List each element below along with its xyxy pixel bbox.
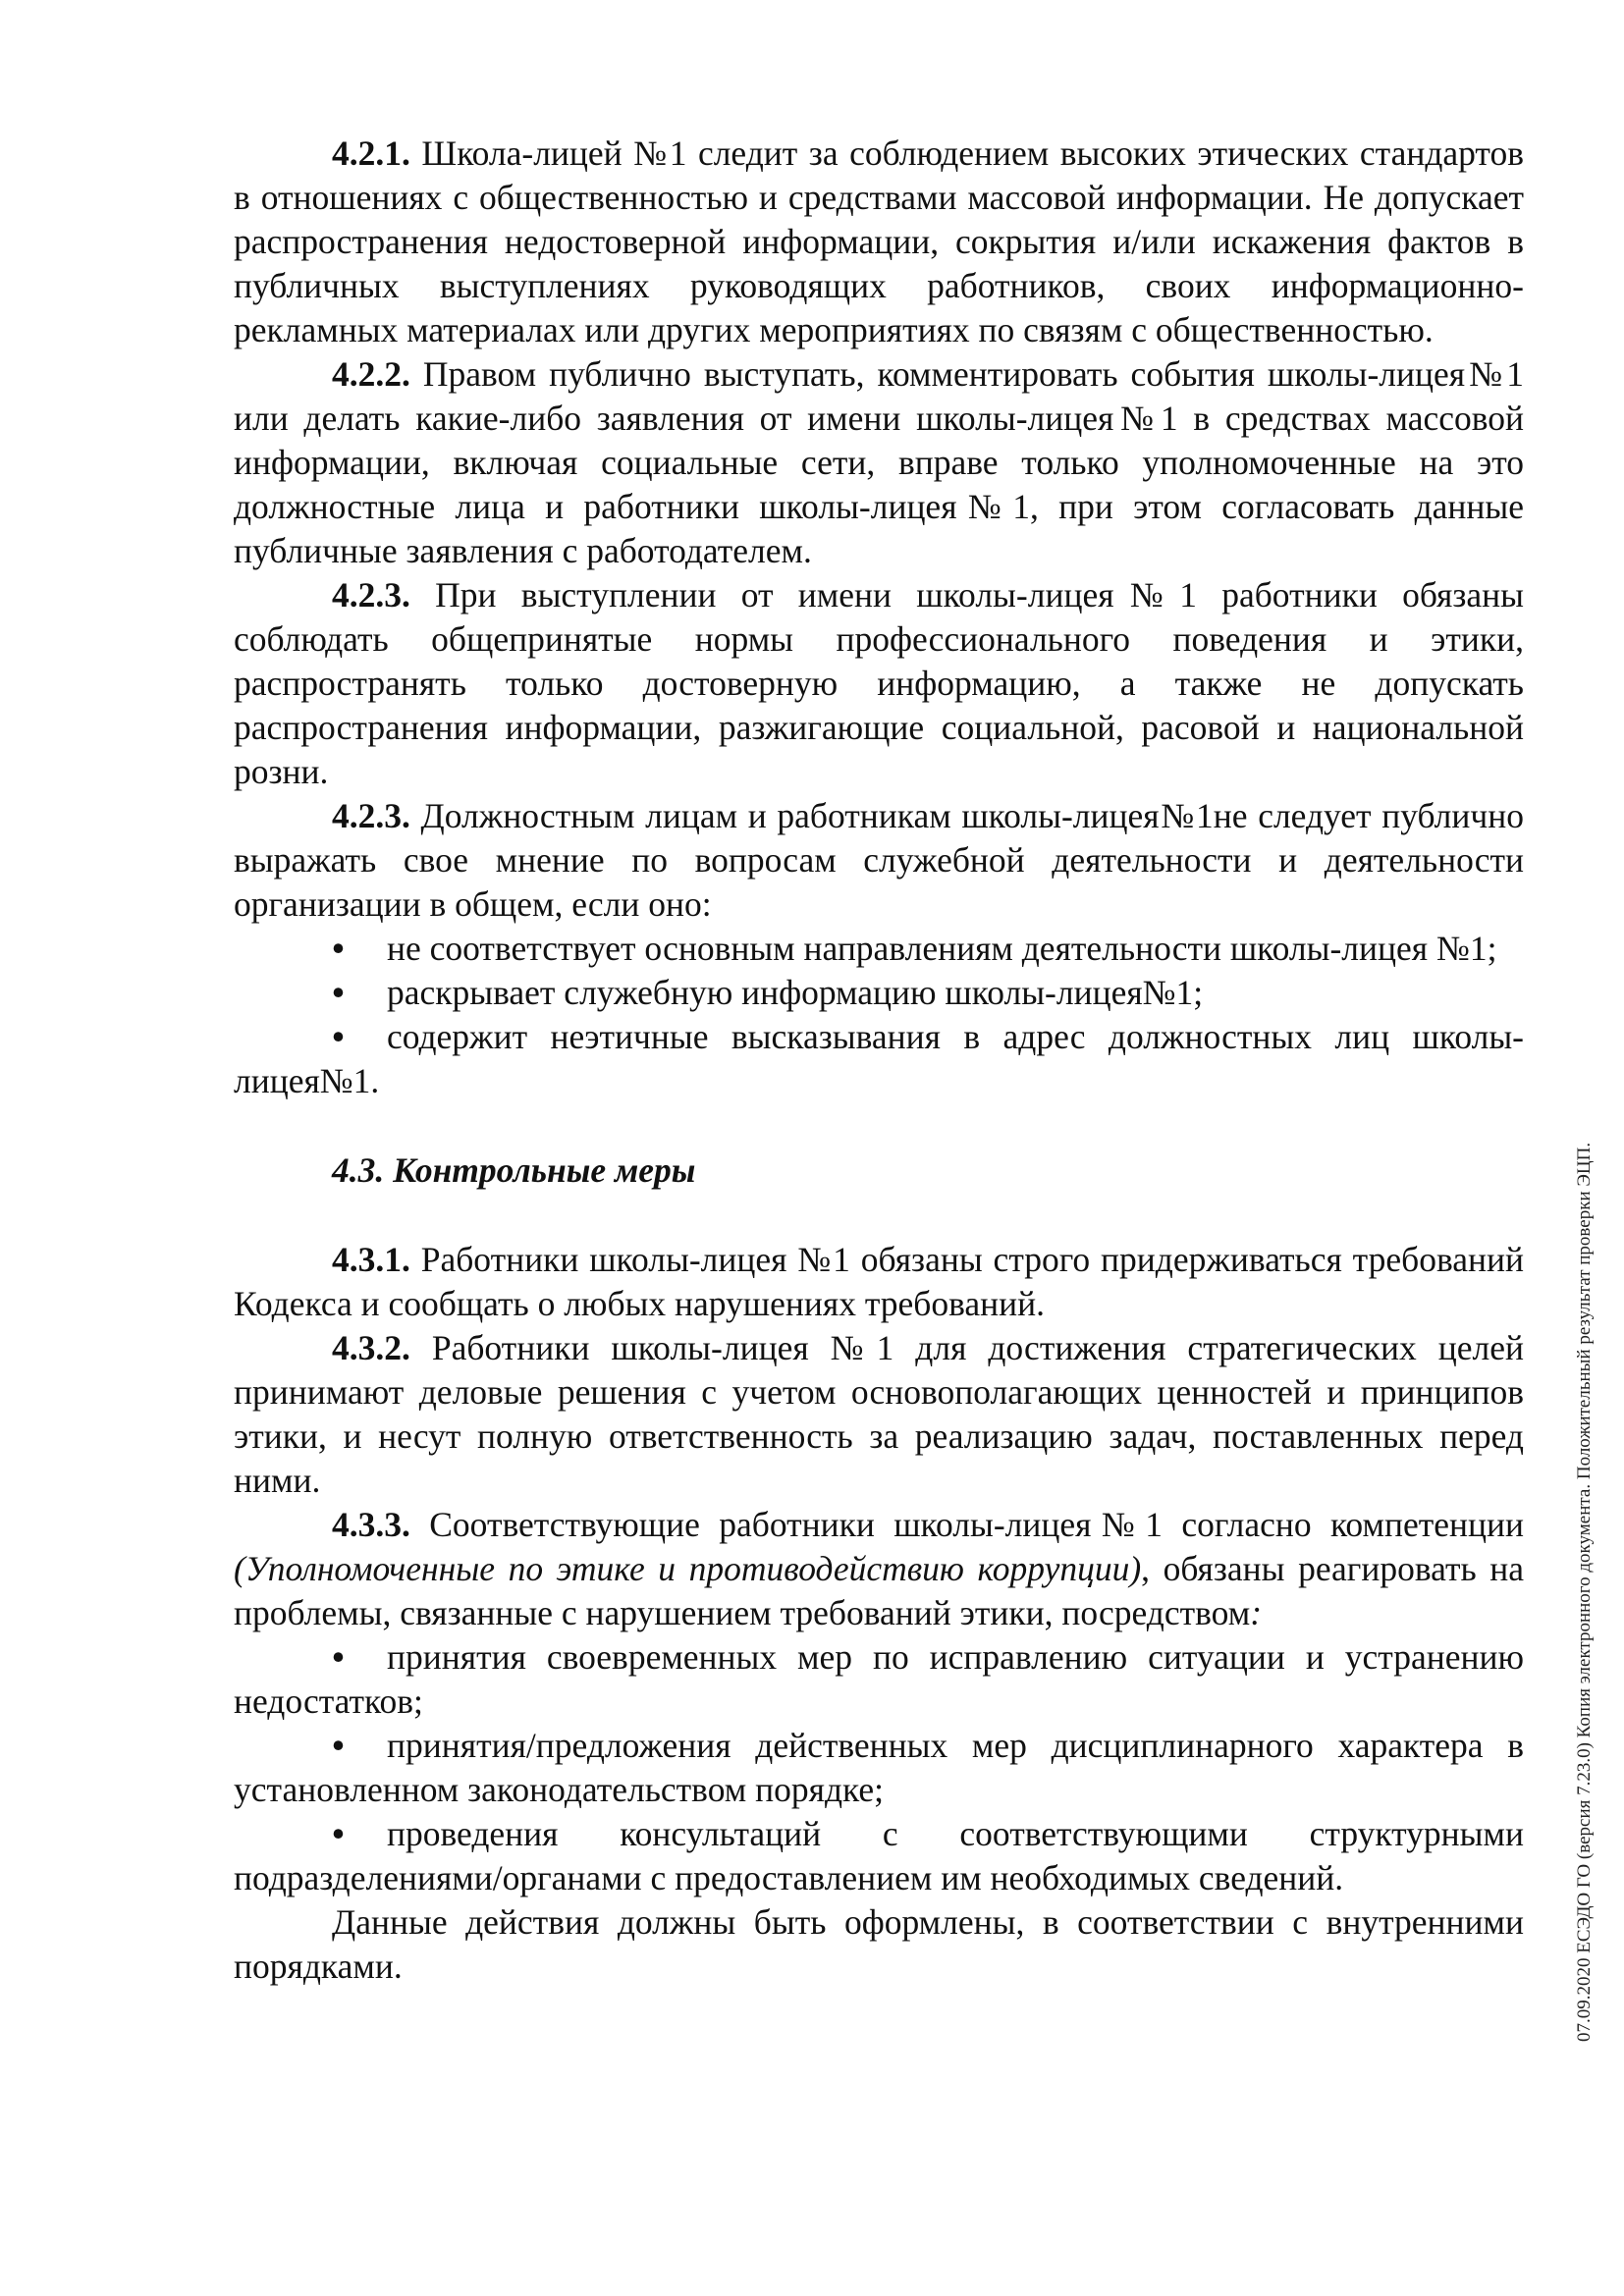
list-item-text: принятия своевременных мер по исправлению ситуации и устранению недостатков; <box>234 1637 1524 1721</box>
clause-text: Работники школы-лицея №1 обязаны строго придерживаться требований Кодекса и сообщать о любых нарушениях требований. <box>234 1240 1524 1323</box>
clause-number: 4.2.2. <box>332 354 410 394</box>
list-item <box>234 1635 1524 1724</box>
clause-text: При выступлении от имени школы-лицея№1 работники обязаны соблюдать общепринятые нормы профессионального поведения и этики, распространять только достоверную информацию, а также не допускать распространения информации, разжигающие социальной, расовой и национальной розни. <box>234 575 1524 791</box>
clause-text: Работники школы-лицея №1 для достижения стратегических целей принимают деловые решения с учетом основополагающих ценностей и принципов этики, и несут полную ответственность за реализацию задач, поставленных перед ними. <box>234 1328 1524 1500</box>
side-stamp-text: 07.09.2020 ЕСЭДО ГО (версия 7.23.0) Копия электронного документа. Положительный результат проверки ЭЦП. <box>1574 1142 1595 2042</box>
clause-text: , обязаны реагировать на проблемы, связанные с нарушением требований этики, посредством <box>234 1549 1524 1632</box>
paragraph-4-2-2 <box>234 352 1524 573</box>
list-item <box>234 927 1524 971</box>
bullet-icon: • <box>332 1726 345 1765</box>
list-item <box>234 1812 1524 1900</box>
list-item-text: проведения консультаций с соответствующими структурными подразделениями/органами с предоставлением им необходимых сведений. <box>234 1814 1524 1897</box>
bullet-icon: • <box>332 973 345 1012</box>
paragraph-4-2-3-a <box>234 573 1524 794</box>
list-item-text: принятия/предложения действенных мер дисциплинарного характера в установленном законодательством порядке; <box>234 1726 1524 1809</box>
clause-number: 4.3.3. <box>332 1505 410 1544</box>
clause-number: 4.2.3. <box>332 796 410 835</box>
clause-number: 4.2.1. <box>332 133 410 173</box>
list-item-text: раскрывает служебную информацию школы-лицея№1; <box>387 973 1204 1012</box>
clause-text: Соответствующие работники школы-лицея№1 согласно компетенции <box>409 1505 1524 1544</box>
clause-number: 4.2.3. <box>332 575 410 614</box>
clause-colon: : <box>1250 1593 1263 1632</box>
clause-number: 4.3.2. <box>332 1328 410 1367</box>
list-item <box>234 1015 1524 1103</box>
document-page <box>234 132 1524 1989</box>
edms-side-stamp <box>1571 1021 1598 2042</box>
clause-text: Правом публично выступать, комментировать события школы-лицея№1 или делать какие-либо заявления от имени школы-лицея№1 в средствах массовой информации, включая социальные сети, вправе только уполномоченные на это должностные лица и работники школы-лицея№1, при этом согласовать данные публичные заявления с работодателем. <box>234 354 1524 570</box>
bullet-icon: • <box>332 1017 345 1056</box>
bullet-icon: • <box>332 1637 345 1677</box>
paragraph-4-3-3 <box>234 1503 1524 1635</box>
list-item <box>234 971 1524 1015</box>
list-item <box>234 1724 1524 1812</box>
section-heading: 4.3. Контрольные меры <box>332 1150 696 1190</box>
clause-number: 4.3.1. <box>332 1240 410 1279</box>
bullet-icon: • <box>332 929 345 968</box>
bullet-icon: • <box>332 1814 345 1853</box>
closing-paragraph: Данные действия должны быть оформлены, в соответствии с внутренними порядками. <box>234 1902 1524 1986</box>
paragraph-4-2-3-b <box>234 794 1524 927</box>
paragraph-4-3-2 <box>234 1326 1524 1503</box>
clause-text: Школа-лицей №1 следит за соблюдением высоких этических стандартов в отношениях с общественностью и средствами массовой информации. Не допускает распространения недостоверной информации, сокрытия и/или искажения фактов в публичных выступлениях руководящих работников, своих информационно-рекламных материалах или других мероприятиях по связям с общественностью. <box>234 133 1524 349</box>
clause-text: Должностным лицам и работникам школы-лицея№1не следует публично выражать свое мнение по вопросам служебной деятельности и деятельности организации в общем, если оно: <box>234 796 1524 924</box>
list-item-text: содержит неэтичные высказывания в адрес должностных лиц школы-лицея№1. <box>234 1017 1524 1100</box>
list-item-text: не соответствует основным направлениям деятельности школы-лицея №1; <box>387 929 1497 968</box>
paragraph-4-2-1 <box>234 132 1524 352</box>
clause-text-italic: (Уполномоченные по этике и противодействию коррупции) <box>234 1549 1142 1588</box>
paragraph-4-3-1 <box>234 1238 1524 1326</box>
